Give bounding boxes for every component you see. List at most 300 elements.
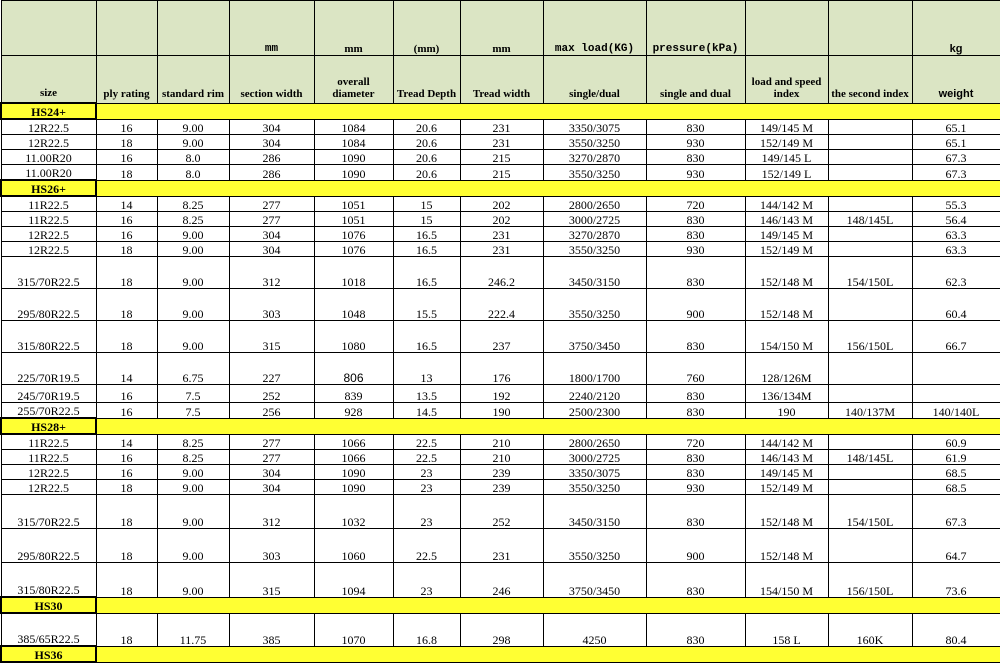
header-max-load: single/dual [543, 56, 646, 104]
cell-size: 12R22.5 [1, 480, 96, 495]
cell-load-speed-index: 190 [745, 403, 828, 419]
cell-second-index [828, 353, 912, 385]
group-label: HS26+ [1, 180, 96, 196]
cell-second-index [828, 385, 912, 403]
cell-pressure: 830 [646, 119, 745, 135]
cell-load-speed-index: 154/150 M [745, 563, 828, 598]
cell-standard-rim: 9.00 [157, 495, 229, 529]
cell-overall-diameter: 1051 [314, 212, 393, 227]
cell-overall-diameter: 1090 [314, 465, 393, 480]
cell-tread-depth: 16.8 [393, 613, 460, 646]
header-tread-width: Tread width [460, 56, 543, 104]
cell-tread-width: 222.4 [460, 289, 543, 321]
cell-max-load: 3350/3075 [543, 119, 646, 135]
cell-load-speed-index: 158 L [745, 613, 828, 646]
table-row [1, 529, 1000, 563]
cell-ply-rating: 16 [96, 385, 157, 403]
cell-load-speed-index: 152/149 L [745, 165, 828, 181]
header-size: size [1, 56, 96, 104]
cell-weight: 67.3 [912, 495, 1000, 529]
unit-size [1, 1, 96, 56]
table-row [1, 212, 1000, 227]
cell-tread-depth: 20.6 [393, 119, 460, 135]
unit-max-load: max load(KG) [543, 1, 646, 56]
cell-ply-rating: 16 [96, 403, 157, 419]
cell-section-width: 304 [229, 119, 314, 135]
header-tread-depth: Tread Depth [393, 56, 460, 104]
group-label: HS24+ [1, 103, 96, 119]
table-row [1, 353, 1000, 385]
cell-load-speed-index: 152/148 M [745, 257, 828, 289]
cell-pressure: 930 [646, 480, 745, 495]
cell-tread-width: 202 [460, 212, 543, 227]
cell-tread-width: 246 [460, 563, 543, 598]
cell-section-width: 304 [229, 242, 314, 257]
cell-section-width: 256 [229, 403, 314, 419]
cell-load-speed-index: 149/145 L [745, 150, 828, 165]
unit-pressure: pressure(kPa) [646, 1, 745, 56]
unit-section-width: mm [229, 1, 314, 56]
table-row [1, 150, 1000, 165]
table-row [1, 135, 1000, 150]
cell-second-index [828, 196, 912, 212]
cell-size: 12R22.5 [1, 119, 96, 135]
cell-size: 11R22.5 [1, 434, 96, 450]
cell-standard-rim: 8.25 [157, 212, 229, 227]
cell-standard-rim: 6.75 [157, 353, 229, 385]
cell-tread-depth: 23 [393, 465, 460, 480]
cell-second-index: 140/137M [828, 403, 912, 419]
cell-ply-rating: 18 [96, 257, 157, 289]
cell-overall-diameter: 1051 [314, 196, 393, 212]
cell-weight: 64.7 [912, 529, 1000, 563]
cell-tread-depth: 20.6 [393, 150, 460, 165]
table-row [1, 165, 1000, 181]
group-band [96, 180, 1000, 196]
table-row [1, 119, 1000, 135]
cell-ply-rating: 16 [96, 119, 157, 135]
cell-standard-rim: 9.00 [157, 227, 229, 242]
cell-weight: 67.3 [912, 150, 1000, 165]
cell-max-load: 3550/3250 [543, 480, 646, 495]
cell-tread-width: 190 [460, 403, 543, 419]
unit-standard-rim [157, 1, 229, 56]
cell-pressure: 830 [646, 465, 745, 480]
cell-load-speed-index: 128/126M [745, 353, 828, 385]
cell-weight: 65.1 [912, 135, 1000, 150]
cell-overall-diameter: 1048 [314, 289, 393, 321]
cell-ply-rating: 18 [96, 563, 157, 598]
cell-load-speed-index: 146/143 M [745, 212, 828, 227]
cell-ply-rating: 18 [96, 321, 157, 353]
cell-tread-width: 246.2 [460, 257, 543, 289]
cell-ply-rating: 14 [96, 434, 157, 450]
unit-tread-width: mm [460, 1, 543, 56]
cell-overall-diameter: 1066 [314, 450, 393, 465]
cell-tread-width: 231 [460, 529, 543, 563]
cell-pressure: 760 [646, 353, 745, 385]
cell-tread-width: 239 [460, 465, 543, 480]
cell-section-width: 315 [229, 563, 314, 598]
cell-second-index: 148/145L [828, 450, 912, 465]
cell-tread-width: 176 [460, 353, 543, 385]
cell-pressure: 830 [646, 257, 745, 289]
group-band [96, 597, 1000, 613]
group-row [1, 646, 1000, 662]
cell-size: 315/70R22.5 [1, 257, 96, 289]
cell-overall-diameter: 1076 [314, 242, 393, 257]
cell-max-load: 3350/3075 [543, 465, 646, 480]
cell-overall-diameter: 1076 [314, 227, 393, 242]
table-row [1, 227, 1000, 242]
group-row [1, 597, 1000, 613]
cell-max-load: 1800/1700 [543, 353, 646, 385]
cell-ply-rating: 18 [96, 480, 157, 495]
cell-ply-rating: 18 [96, 165, 157, 181]
cell-tread-width: 231 [460, 242, 543, 257]
cell-second-index: 156/150L [828, 321, 912, 353]
cell-tread-depth: 23 [393, 480, 460, 495]
cell-max-load: 3000/2725 [543, 450, 646, 465]
cell-second-index: 156/150L [828, 563, 912, 598]
group-band [96, 646, 1000, 662]
cell-second-index [828, 165, 912, 181]
header-weight: weight [912, 56, 1000, 104]
cell-tread-depth: 23 [393, 495, 460, 529]
cell-overall-diameter: 1032 [314, 495, 393, 529]
cell-load-speed-index: 152/149 M [745, 242, 828, 257]
cell-max-load: 3550/3250 [543, 289, 646, 321]
cell-tread-depth: 13 [393, 353, 460, 385]
cell-ply-rating: 14 [96, 353, 157, 385]
cell-load-speed-index: 144/142 M [745, 196, 828, 212]
cell-load-speed-index: 152/149 M [745, 480, 828, 495]
cell-load-speed-index: 146/143 M [745, 450, 828, 465]
cell-load-speed-index: 152/148 M [745, 495, 828, 529]
cell-overall-diameter: 1090 [314, 165, 393, 181]
cell-pressure: 930 [646, 135, 745, 150]
cell-pressure: 930 [646, 165, 745, 181]
cell-weight: 56.4 [912, 212, 1000, 227]
unit-load-speed-index [745, 1, 828, 56]
cell-tread-depth: 22.5 [393, 529, 460, 563]
cell-standard-rim: 8.0 [157, 165, 229, 181]
cell-standard-rim: 7.5 [157, 403, 229, 419]
cell-tread-depth: 16.5 [393, 227, 460, 242]
cell-tread-depth: 22.5 [393, 434, 460, 450]
cell-ply-rating: 18 [96, 529, 157, 563]
cell-pressure: 830 [646, 227, 745, 242]
table-row [1, 257, 1000, 289]
cell-tread-width: 231 [460, 227, 543, 242]
cell-overall-diameter: 1066 [314, 434, 393, 450]
group-row [1, 180, 1000, 196]
cell-size: 255/70R22.5 [1, 403, 96, 419]
cell-size: 315/80R22.5 [1, 321, 96, 353]
cell-section-width: 286 [229, 150, 314, 165]
cell-size: 11R22.5 [1, 212, 96, 227]
header-ply-rating: ply rating [96, 56, 157, 104]
cell-ply-rating: 18 [96, 242, 157, 257]
cell-standard-rim: 8.25 [157, 196, 229, 212]
cell-ply-rating: 18 [96, 135, 157, 150]
cell-max-load: 3000/2725 [543, 212, 646, 227]
unit-ply-rating [96, 1, 157, 56]
cell-size: 11R22.5 [1, 450, 96, 465]
table-row [1, 563, 1000, 598]
cell-ply-rating: 18 [96, 613, 157, 646]
cell-weight: 63.3 [912, 227, 1000, 242]
cell-overall-diameter: 839 [314, 385, 393, 403]
cell-max-load: 3450/3150 [543, 495, 646, 529]
cell-pressure: 830 [646, 385, 745, 403]
cell-tread-width: 231 [460, 135, 543, 150]
cell-size: 12R22.5 [1, 135, 96, 150]
cell-size: 11R22.5 [1, 196, 96, 212]
header-pressure: single and dual [646, 56, 745, 104]
cell-pressure: 930 [646, 242, 745, 257]
cell-weight: 60.9 [912, 434, 1000, 450]
cell-max-load: 3270/2870 [543, 227, 646, 242]
cell-tread-depth: 15.5 [393, 289, 460, 321]
cell-max-load: 3550/3250 [543, 529, 646, 563]
cell-max-load: 3750/3450 [543, 563, 646, 598]
cell-section-width: 303 [229, 529, 314, 563]
cell-second-index [828, 529, 912, 563]
cell-section-width: 252 [229, 385, 314, 403]
cell-tread-depth: 16.5 [393, 257, 460, 289]
cell-tread-width: 239 [460, 480, 543, 495]
cell-max-load: 3550/3250 [543, 165, 646, 181]
cell-weight: 63.3 [912, 242, 1000, 257]
group-label: HS28+ [1, 418, 96, 434]
table-row [1, 196, 1000, 212]
cell-tread-depth: 15 [393, 212, 460, 227]
cell-section-width: 304 [229, 135, 314, 150]
cell-max-load: 2500/2300 [543, 403, 646, 419]
group-label: HS36 [1, 646, 96, 662]
cell-load-speed-index: 149/145 M [745, 465, 828, 480]
table-row [1, 321, 1000, 353]
cell-section-width: 277 [229, 212, 314, 227]
cell-standard-rim: 9.00 [157, 529, 229, 563]
cell-weight: 62.3 [912, 257, 1000, 289]
cell-weight: 65.1 [912, 119, 1000, 135]
cell-tread-width: 210 [460, 434, 543, 450]
cell-load-speed-index: 144/142 M [745, 434, 828, 450]
cell-size: 12R22.5 [1, 227, 96, 242]
cell-pressure: 830 [646, 150, 745, 165]
cell-weight: 68.5 [912, 465, 1000, 480]
cell-tread-depth: 15 [393, 196, 460, 212]
cell-overall-diameter: 1060 [314, 529, 393, 563]
cell-load-speed-index: 149/145 M [745, 119, 828, 135]
cell-second-index: 148/145L [828, 212, 912, 227]
table-row [1, 403, 1000, 419]
cell-size: 11.00R20 [1, 165, 96, 181]
cell-tread-depth: 16.5 [393, 242, 460, 257]
cell-standard-rim: 9.00 [157, 289, 229, 321]
cell-standard-rim: 9.00 [157, 563, 229, 598]
cell-size: 385/65R22.5 [1, 613, 96, 646]
cell-pressure: 720 [646, 434, 745, 450]
cell-size: 315/70R22.5 [1, 495, 96, 529]
cell-section-width: 385 [229, 613, 314, 646]
cell-standard-rim: 9.00 [157, 257, 229, 289]
cell-ply-rating: 14 [96, 196, 157, 212]
units-header-row [1, 1, 1000, 56]
cell-ply-rating: 16 [96, 212, 157, 227]
cell-standard-rim: 9.00 [157, 321, 229, 353]
header-standard-rim: standard rim [157, 56, 229, 104]
cell-ply-rating: 18 [96, 495, 157, 529]
cell-overall-diameter: 1094 [314, 563, 393, 598]
cell-tread-depth: 13.5 [393, 385, 460, 403]
cell-overall-diameter: 1084 [314, 119, 393, 135]
table-row [1, 465, 1000, 480]
cell-overall-diameter: 1090 [314, 150, 393, 165]
table-row [1, 385, 1000, 403]
header-second-index: the second index [828, 56, 912, 104]
cell-pressure: 830 [646, 495, 745, 529]
cell-standard-rim: 8.25 [157, 434, 229, 450]
cell-weight: 66.7 [912, 321, 1000, 353]
cell-standard-rim: 9.00 [157, 242, 229, 257]
table-row [1, 495, 1000, 529]
table-row [1, 242, 1000, 257]
cell-tread-width: 215 [460, 165, 543, 181]
cell-tread-width: 252 [460, 495, 543, 529]
cell-weight [912, 385, 1000, 403]
cell-ply-rating: 16 [96, 227, 157, 242]
cell-load-speed-index: 152/148 M [745, 529, 828, 563]
cell-pressure: 830 [646, 321, 745, 353]
cell-tread-width: 192 [460, 385, 543, 403]
cell-standard-rim: 9.00 [157, 480, 229, 495]
group-band [96, 103, 1000, 119]
cell-load-speed-index: 136/134M [745, 385, 828, 403]
cell-section-width: 303 [229, 289, 314, 321]
cell-weight: 68.5 [912, 480, 1000, 495]
cell-second-index: 154/150L [828, 495, 912, 529]
cell-max-load: 2240/2120 [543, 385, 646, 403]
cell-tread-depth: 16.5 [393, 321, 460, 353]
cell-overall-diameter: 1018 [314, 257, 393, 289]
cell-tread-width: 231 [460, 119, 543, 135]
cell-section-width: 227 [229, 353, 314, 385]
cell-tread-width: 202 [460, 196, 543, 212]
table-row [1, 480, 1000, 495]
cell-weight: 67.3 [912, 165, 1000, 181]
cell-standard-rim: 7.5 [157, 385, 229, 403]
cell-pressure: 900 [646, 289, 745, 321]
cell-section-width: 315 [229, 321, 314, 353]
cell-size: 245/70R19.5 [1, 385, 96, 403]
cell-second-index: 154/150L [828, 257, 912, 289]
cell-max-load: 3270/2870 [543, 150, 646, 165]
cell-overall-diameter: 1080 [314, 321, 393, 353]
cell-weight [912, 353, 1000, 385]
table-row [1, 613, 1000, 646]
cell-pressure: 830 [646, 613, 745, 646]
table-row [1, 434, 1000, 450]
cell-max-load: 3450/3150 [543, 257, 646, 289]
group-row [1, 418, 1000, 434]
cell-max-load: 4250 [543, 613, 646, 646]
group-row [1, 103, 1000, 119]
cell-overall-diameter: 806 [314, 353, 393, 385]
cell-section-width: 304 [229, 227, 314, 242]
cell-ply-rating: 18 [96, 289, 157, 321]
cell-weight: 73.6 [912, 563, 1000, 598]
unit-second-index [828, 1, 912, 56]
cell-weight: 60.4 [912, 289, 1000, 321]
cell-overall-diameter: 928 [314, 403, 393, 419]
unit-tread-depth: (mm) [393, 1, 460, 56]
cell-tread-width: 210 [460, 450, 543, 465]
cell-section-width: 312 [229, 495, 314, 529]
cell-section-width: 286 [229, 165, 314, 181]
cell-overall-diameter: 1070 [314, 613, 393, 646]
unit-weight: kg [912, 1, 1000, 56]
cell-second-index [828, 227, 912, 242]
cell-section-width: 304 [229, 465, 314, 480]
cell-tread-depth: 20.6 [393, 165, 460, 181]
cell-second-index [828, 465, 912, 480]
cell-size: 225/70R19.5 [1, 353, 96, 385]
cell-pressure: 830 [646, 212, 745, 227]
cell-section-width: 277 [229, 434, 314, 450]
cell-second-index [828, 434, 912, 450]
cell-second-index [828, 119, 912, 135]
cell-size: 11.00R20 [1, 150, 96, 165]
group-band [96, 418, 1000, 434]
column-header-row [1, 56, 1000, 104]
cell-standard-rim: 9.00 [157, 135, 229, 150]
cell-overall-diameter: 1084 [314, 135, 393, 150]
cell-tread-depth: 23 [393, 563, 460, 598]
cell-max-load: 3550/3250 [543, 135, 646, 150]
cell-tread-width: 215 [460, 150, 543, 165]
cell-size: 295/80R22.5 [1, 529, 96, 563]
cell-section-width: 304 [229, 480, 314, 495]
cell-ply-rating: 16 [96, 465, 157, 480]
cell-weight: 80.4 [912, 613, 1000, 646]
cell-ply-rating: 16 [96, 450, 157, 465]
cell-size: 12R22.5 [1, 465, 96, 480]
cell-load-speed-index: 152/149 M [745, 135, 828, 150]
cell-standard-rim: 11.75 [157, 613, 229, 646]
cell-size: 295/80R22.5 [1, 289, 96, 321]
cell-load-speed-index: 149/145 M [745, 227, 828, 242]
cell-second-index [828, 150, 912, 165]
cell-second-index: 160K [828, 613, 912, 646]
cell-section-width: 312 [229, 257, 314, 289]
cell-tread-depth: 22.5 [393, 450, 460, 465]
cell-standard-rim: 9.00 [157, 465, 229, 480]
cell-section-width: 277 [229, 196, 314, 212]
cell-max-load: 3750/3450 [543, 321, 646, 353]
cell-pressure: 900 [646, 529, 745, 563]
cell-size: 315/80R22.5 [1, 563, 96, 598]
cell-load-speed-index: 152/148 M [745, 289, 828, 321]
table-row [1, 450, 1000, 465]
cell-weight: 55.3 [912, 196, 1000, 212]
cell-load-speed-index: 154/150 M [745, 321, 828, 353]
cell-pressure: 720 [646, 196, 745, 212]
cell-tread-width: 237 [460, 321, 543, 353]
cell-standard-rim: 8.25 [157, 450, 229, 465]
